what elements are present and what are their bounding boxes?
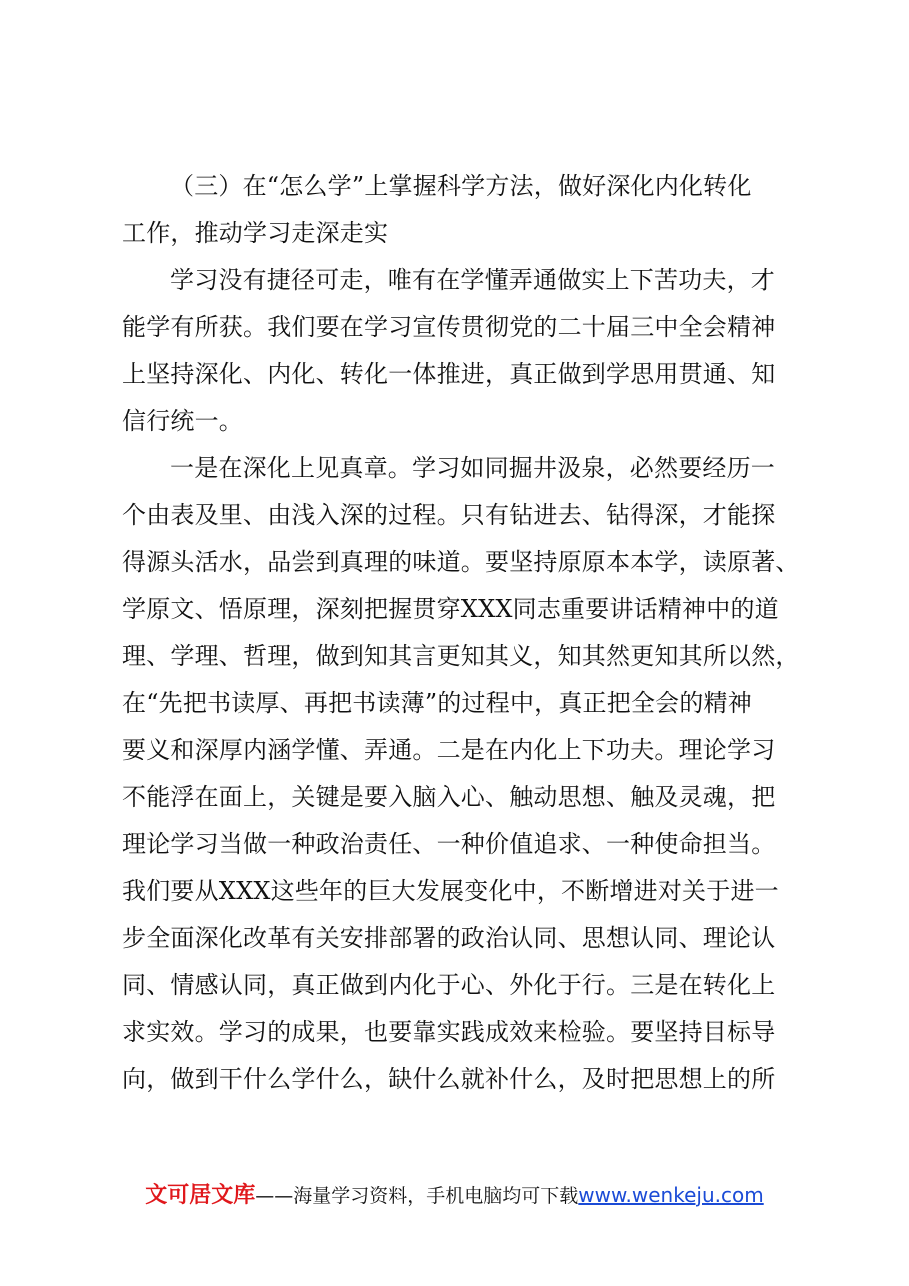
paragraph-1-line: 信行统一。 (122, 407, 243, 435)
paragraph-1-line: 学习没有捷径可走，唯有在学懂弄通做实上下苦功夫，才 (170, 266, 775, 294)
paragraph-1 (122, 257, 786, 445)
paragraph-2-line: 理论学习当做一种政治责任、一种价值追求、一种使命担当。 (122, 830, 776, 858)
paragraph-1-line: 上坚持深化、内化、转化一体推进，真正做到学思用贯通、知 (122, 360, 776, 388)
paragraph-2-line: 理、学理、哲理，做到知其言更知其义，知其然更知其所以然， (122, 642, 800, 670)
paragraph-2-line: 不能浮在面上，关键是要入脑入心、触动思想、触及灵魂，把 (122, 783, 776, 811)
paragraph-2-line: 要义和深厚内涵学懂、弄通。二是在内化上下功夫。理论学习 (122, 736, 776, 764)
paragraph-2-line: 一是在深化上见真章。学习如同掘井汲泉，必然要经历一 (170, 454, 775, 482)
footer-banner (0, 1180, 909, 1211)
footer-site-link[interactable]: www.wenkeju.com (578, 1183, 764, 1207)
heading-line-2: 工作，推动学习走深走实 (122, 219, 389, 247)
paragraph-2-line: 学原文、悟原理，深刻把握贯穿XXX同志重要讲话精神中的道 (122, 595, 779, 623)
paragraph-2 (122, 445, 800, 1103)
paragraph-2-line: 得源头活水，品尝到真理的味道。要坚持原原本本学，读原著、 (122, 548, 800, 576)
paragraph-2-line: 我们要从XXX这些年的巨大发展变化中，不断增进对关于进一 (122, 877, 779, 905)
paragraph-1-line: 能学有所获。我们要在学习宣传贯彻党的二十届三中全会精神 (122, 313, 776, 341)
section-heading (122, 163, 786, 257)
paragraph-2-line: 步全面深化改革有关安排部署的政治认同、思想认同、理论认 (122, 924, 776, 952)
paragraph-2-line: 个由表及里、由浅入深的过程。只有钻进去、钻得深，才能探 (122, 501, 776, 529)
footer-brand: 文可居文库 (145, 1183, 256, 1208)
paragraph-2-line: 同、情感认同，真正做到内化于心、外化于行。三是在转化上 (122, 971, 776, 999)
paragraph-2-line: 向，做到干什么学什么，缺什么就补什么，及时把思想上的所 (122, 1065, 776, 1093)
heading-line-1: （三）在“怎么学”上掌握科学方法，做好深化内化转化 (170, 172, 752, 200)
paragraph-2-line: 在“先把书读厚、再把书读薄”的过程中，真正把全会的精神 (122, 689, 752, 717)
document-body (122, 163, 800, 1103)
footer-slogan: ——海量学习资料，手机电脑均可下载 (255, 1185, 579, 1207)
paragraph-2-line: 求实效。学习的成果，也要靠实践成效来检验。要坚持目标导 (122, 1018, 776, 1046)
